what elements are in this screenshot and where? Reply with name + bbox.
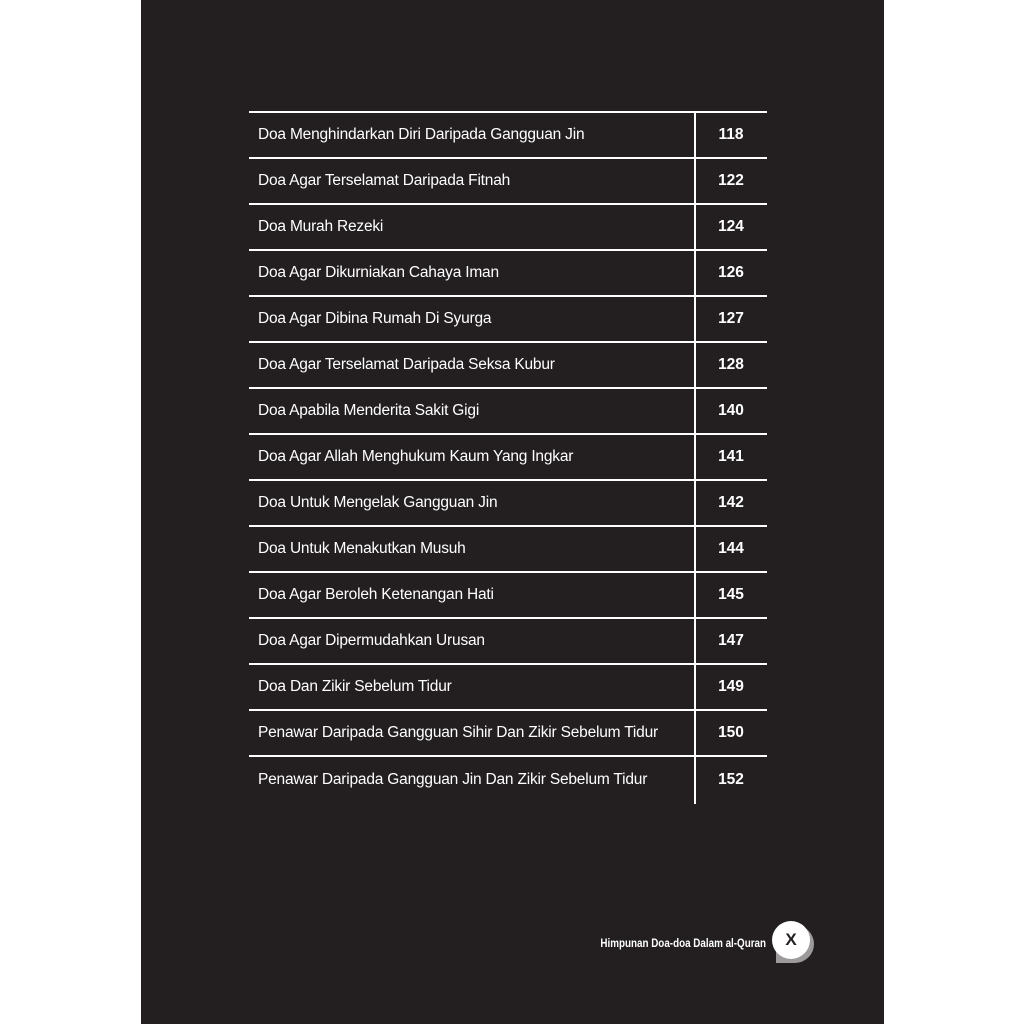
toc-row xyxy=(249,481,767,527)
toc-entry-page: 145 xyxy=(718,586,744,603)
toc-entry-page: 144 xyxy=(718,540,744,557)
toc-entry-page: 147 xyxy=(718,632,744,649)
column-divider xyxy=(694,111,696,804)
toc-row xyxy=(249,527,767,573)
toc-row xyxy=(249,711,767,757)
toc-entry-page: 149 xyxy=(718,678,744,695)
toc-row xyxy=(249,665,767,711)
page-number-badge xyxy=(772,921,816,965)
toc-row xyxy=(249,573,767,619)
toc-entry-title: Doa Menghindarkan Diri Daripada Gangguan Jin xyxy=(258,126,585,143)
toc-row xyxy=(249,205,767,251)
toc-entry-title: Doa Agar Dipermudahkan Urusan xyxy=(258,632,485,649)
toc-row xyxy=(249,297,767,343)
toc-entry-page: 150 xyxy=(718,724,744,741)
toc-entry-title: Doa Agar Dikurniakan Cahaya Iman xyxy=(258,264,499,281)
toc-entry-page: 126 xyxy=(718,264,744,281)
toc-entry-title: Doa Agar Beroleh Ketenangan Hati xyxy=(258,586,494,603)
toc-entry-title: Penawar Daripada Gangguan Sihir Dan Zikir Sebelum Tidur xyxy=(258,724,658,741)
toc-entry-title: Doa Agar Terselamat Daripada Fitnah xyxy=(258,172,511,189)
toc-entry-title: Doa Agar Allah Menghukum Kaum Yang Ingkar xyxy=(258,448,574,465)
toc-entry-page: 122 xyxy=(718,172,744,189)
page-number: X xyxy=(772,921,810,959)
toc-row xyxy=(249,159,767,205)
toc-row xyxy=(249,343,767,389)
toc-row xyxy=(249,757,767,803)
toc-entry-page: 152 xyxy=(718,771,744,788)
toc-row xyxy=(249,389,767,435)
toc-entry-page: 124 xyxy=(718,218,744,235)
toc-entry-page: 142 xyxy=(718,494,744,511)
table-of-contents xyxy=(249,111,767,803)
page-footer xyxy=(564,920,816,966)
toc-entry-title: Doa Apabila Menderita Sakit Gigi xyxy=(258,402,480,419)
toc-entry-title: Doa Murah Rezeki xyxy=(258,218,384,235)
toc-entry-page: 141 xyxy=(718,448,744,465)
toc-entry-title: Doa Dan Zikir Sebelum Tidur xyxy=(258,678,452,695)
toc-entry-title: Doa Untuk Menakutkan Musuh xyxy=(258,540,466,557)
toc-entry-page: 140 xyxy=(718,402,744,419)
toc-entry-title: Doa Untuk Mengelak Gangguan Jin xyxy=(258,494,498,511)
toc-entry-page: 118 xyxy=(718,126,744,143)
toc-row xyxy=(249,619,767,665)
toc-entry-page: 127 xyxy=(718,310,744,327)
toc-entry-title: Doa Agar Dibina Rumah Di Syurga xyxy=(258,310,492,327)
toc-entry-page: 128 xyxy=(718,356,744,373)
toc-row xyxy=(249,251,767,297)
toc-entry-title: Penawar Daripada Gangguan Jin Dan Zikir Sebelum Tidur xyxy=(258,771,648,788)
toc-row xyxy=(249,435,767,481)
book-title: Himpunan Doa-doa Dalam al-Quran xyxy=(600,936,766,950)
book-page xyxy=(141,0,884,1024)
toc-entry-title: Doa Agar Terselamat Daripada Seksa Kubur xyxy=(258,356,555,373)
toc-row xyxy=(249,113,767,159)
